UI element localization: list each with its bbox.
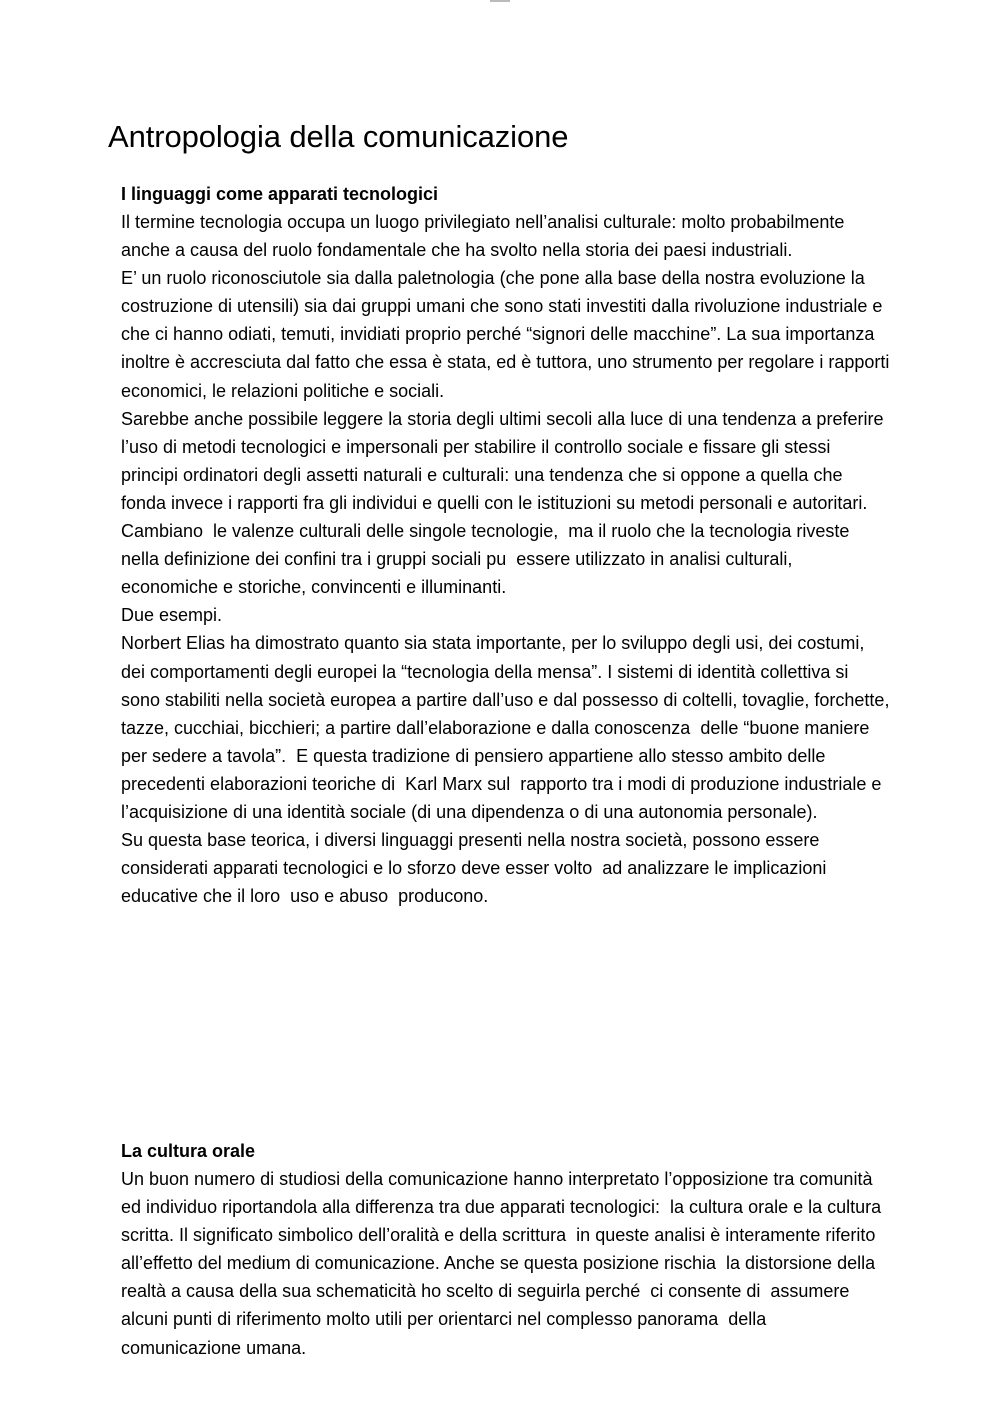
paragraph: Sarebbe anche possibile leggere la storia degli ultimi secoli alla luce di una tendenza a preferire l’uso di metodi tecnologici e impersonali per stabilire il controllo sociale e fissare gli stessi principi ordinatori degli assetti naturali e culturali: una tendenza che si oppone a quella che fonda invece i rapporti fra gli individui e quelli con le istituzioni su metodi personali e autoritari. xyxy=(121,408,889,513)
paragraph: Cambiano le valenze culturali delle singole tecnologie, ma il ruolo che la tecnologia riveste nella definizione dei confini tra i gruppi sociali pu essere utilizzato in analisi culturali, economiche e storiche, convincenti e illuminanti. xyxy=(121,521,855,598)
section-cultura-orale xyxy=(121,1137,891,1362)
paragraph: Norbert Elias ha dimostrato quanto sia stata importante, per lo sviluppo degli usi, dei costumi, dei comportamenti degli europei la “tecnologia della mensa”. I sistemi di identità collettiva si sono stabiliti nella società europea a partire dall’uso e dal possesso di coltelli, tovaglie, forchette, tazze, cucchiai, bicchieri; a partire dall’elaborazione e dalla conoscenza delle “buone maniere per sedere a tavola”. E questa tradizione di pensiero appartiene allo stesso ambito delle precedenti elaborazioni teoriche di Karl Marx sul rapporto tra i modi di produzione industriale e l’acquisizione di una identità sociale (di una dipendenza o di una autonomia personale). xyxy=(121,633,895,822)
paragraph: Un buon numero di studiosi della comunicazione hanno interpretato l’opposizione tra comunità ed individuo riportandola alla differenza tra due apparati tecnologici: la cultura orale e la cultura scritta. Il significato simbolico dell’oralità e della scrittura in queste analisi è interamente riferito all’effetto del medium di comunicazione. Anche se questa posizione rischia la distorsione della realtà a causa della sua schematicità ho scelto di seguirla perché ci consente di assumere alcuni punti di riferimento molto utili per orientarci nel complesso panorama della comunicazione umana. xyxy=(121,1169,887,1358)
section-linguaggi xyxy=(121,180,895,910)
paragraph: E’ un ruolo riconosciutole sia dalla paletnologia (che pone alla base della nostra evoluzione la costruzione di utensili) sia dai gruppi umani che sono stati investiti dalla rivoluzione industriale e che ci hanno odiati, temuti, invidiati proprio perché “signori delle macchine”. La sua importanza inoltre è accresciuta dal fatto che essa è stata, ed è tuttora, uno strumento per regolare i rapporti economici, le relazioni politiche e sociali. xyxy=(121,268,895,401)
paragraph: Su questa base teorica, i diversi linguaggi presenti nella nostra società, possono essere considerati apparati tecnologici e lo sforzo deve esser volto ad analizzare le implicazioni educative che il loro uso e abuso producono. xyxy=(121,830,832,907)
document-title: Antropologia della comunicazione xyxy=(108,119,569,154)
paragraph: Il termine tecnologia occupa un luogo privilegiato nell’analisi culturale: molto probabilmente anche a causa del ruolo fondamentale che ha svolto nella storia dei paesi industriali. xyxy=(121,212,850,261)
section-heading: I linguaggi come apparati tecnologici xyxy=(121,184,439,204)
paragraph: Due esempi. xyxy=(121,605,223,626)
page-header-mark xyxy=(490,0,510,2)
section-heading: La cultura orale xyxy=(121,1141,256,1161)
